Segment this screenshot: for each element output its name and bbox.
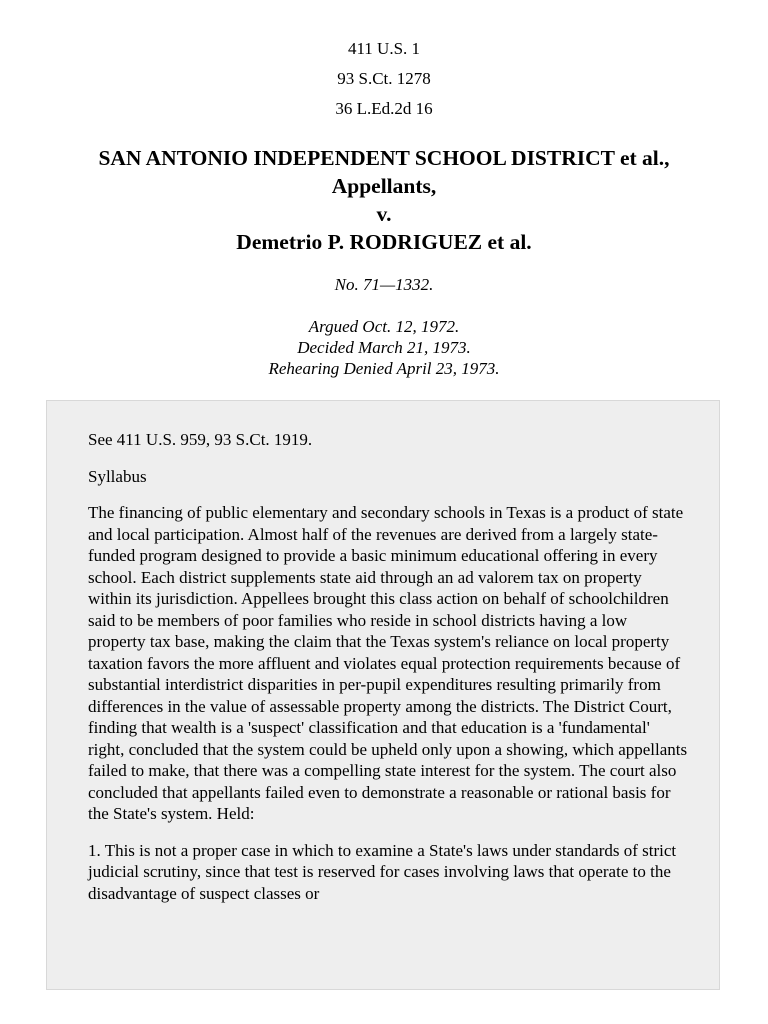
case-title [0,144,768,256]
syllabus-paragraph-1: The financing of public elementary and secondary schools in Texas is a product of state and local participation. Almost half of the revenues are derived from a largely state-funded program designed to provide a basic minimum educational offering in every school. Each district supplements state aid through an ad valorem tax on property within its jurisdiction. Appellees brought this class action on behalf of schoolchildren said to be members of poor families who reside in school districts having a low property tax base, making the claim that the Texas system's reliance on local property taxation favors the more affluent and violates equal protection requirements because of substantial interdistrict disparities in per-pupil expenditures resulting primarily from differences in the value of assessable property among the districts. The District Court, finding that wealth is a 'suspect' classification and that education is a 'fundamental' right, concluded that the system could be upheld only upon a showing, which appellants failed to make, that there was a compelling state interest for the system. The court also concluded that appellants failed even to demonstrate a reasonable or rational basis for the State's system. Held: [88,503,688,823]
case-title-appellee: Demetrio P. RODRIGUEZ et al. [236,230,532,254]
citations [0,34,768,124]
case-title-versus: v. [376,202,392,226]
docket-number: No. 71—1332. [334,275,434,294]
opinion-text [88,429,688,919]
decided-date: Decided March 21, 1973. [297,338,471,357]
opinion-body [46,400,720,990]
rehearing-date: Rehearing Denied April 23, 1973. [268,359,500,378]
case-title-appellant: SAN ANTONIO INDEPENDENT SCHOOL DISTRICT et al., [98,146,670,170]
case-title-role: Appellants, [331,174,437,198]
supreme-court-reporter-citation: 93 S.Ct. 1278 [337,69,431,88]
syllabus-heading: Syllabus [88,466,147,486]
see-also-reference: See 411 U.S. 959, 93 S.Ct. 1919. [88,430,313,449]
lawyers-edition-citation: 36 L.Ed.2d 16 [335,99,433,118]
syllabus-paragraph-2: 1. This is not a proper case in which to examine a State's laws under standards of strict judicial scrutiny, since that test is reserved for cases involving laws that operate to the disadvantage of suspect classes or [88,840,677,903]
argued-date: Argued Oct. 12, 1972. [308,317,460,336]
case-dates [0,316,768,379]
us-reports-citation: 411 U.S. 1 [347,39,421,58]
